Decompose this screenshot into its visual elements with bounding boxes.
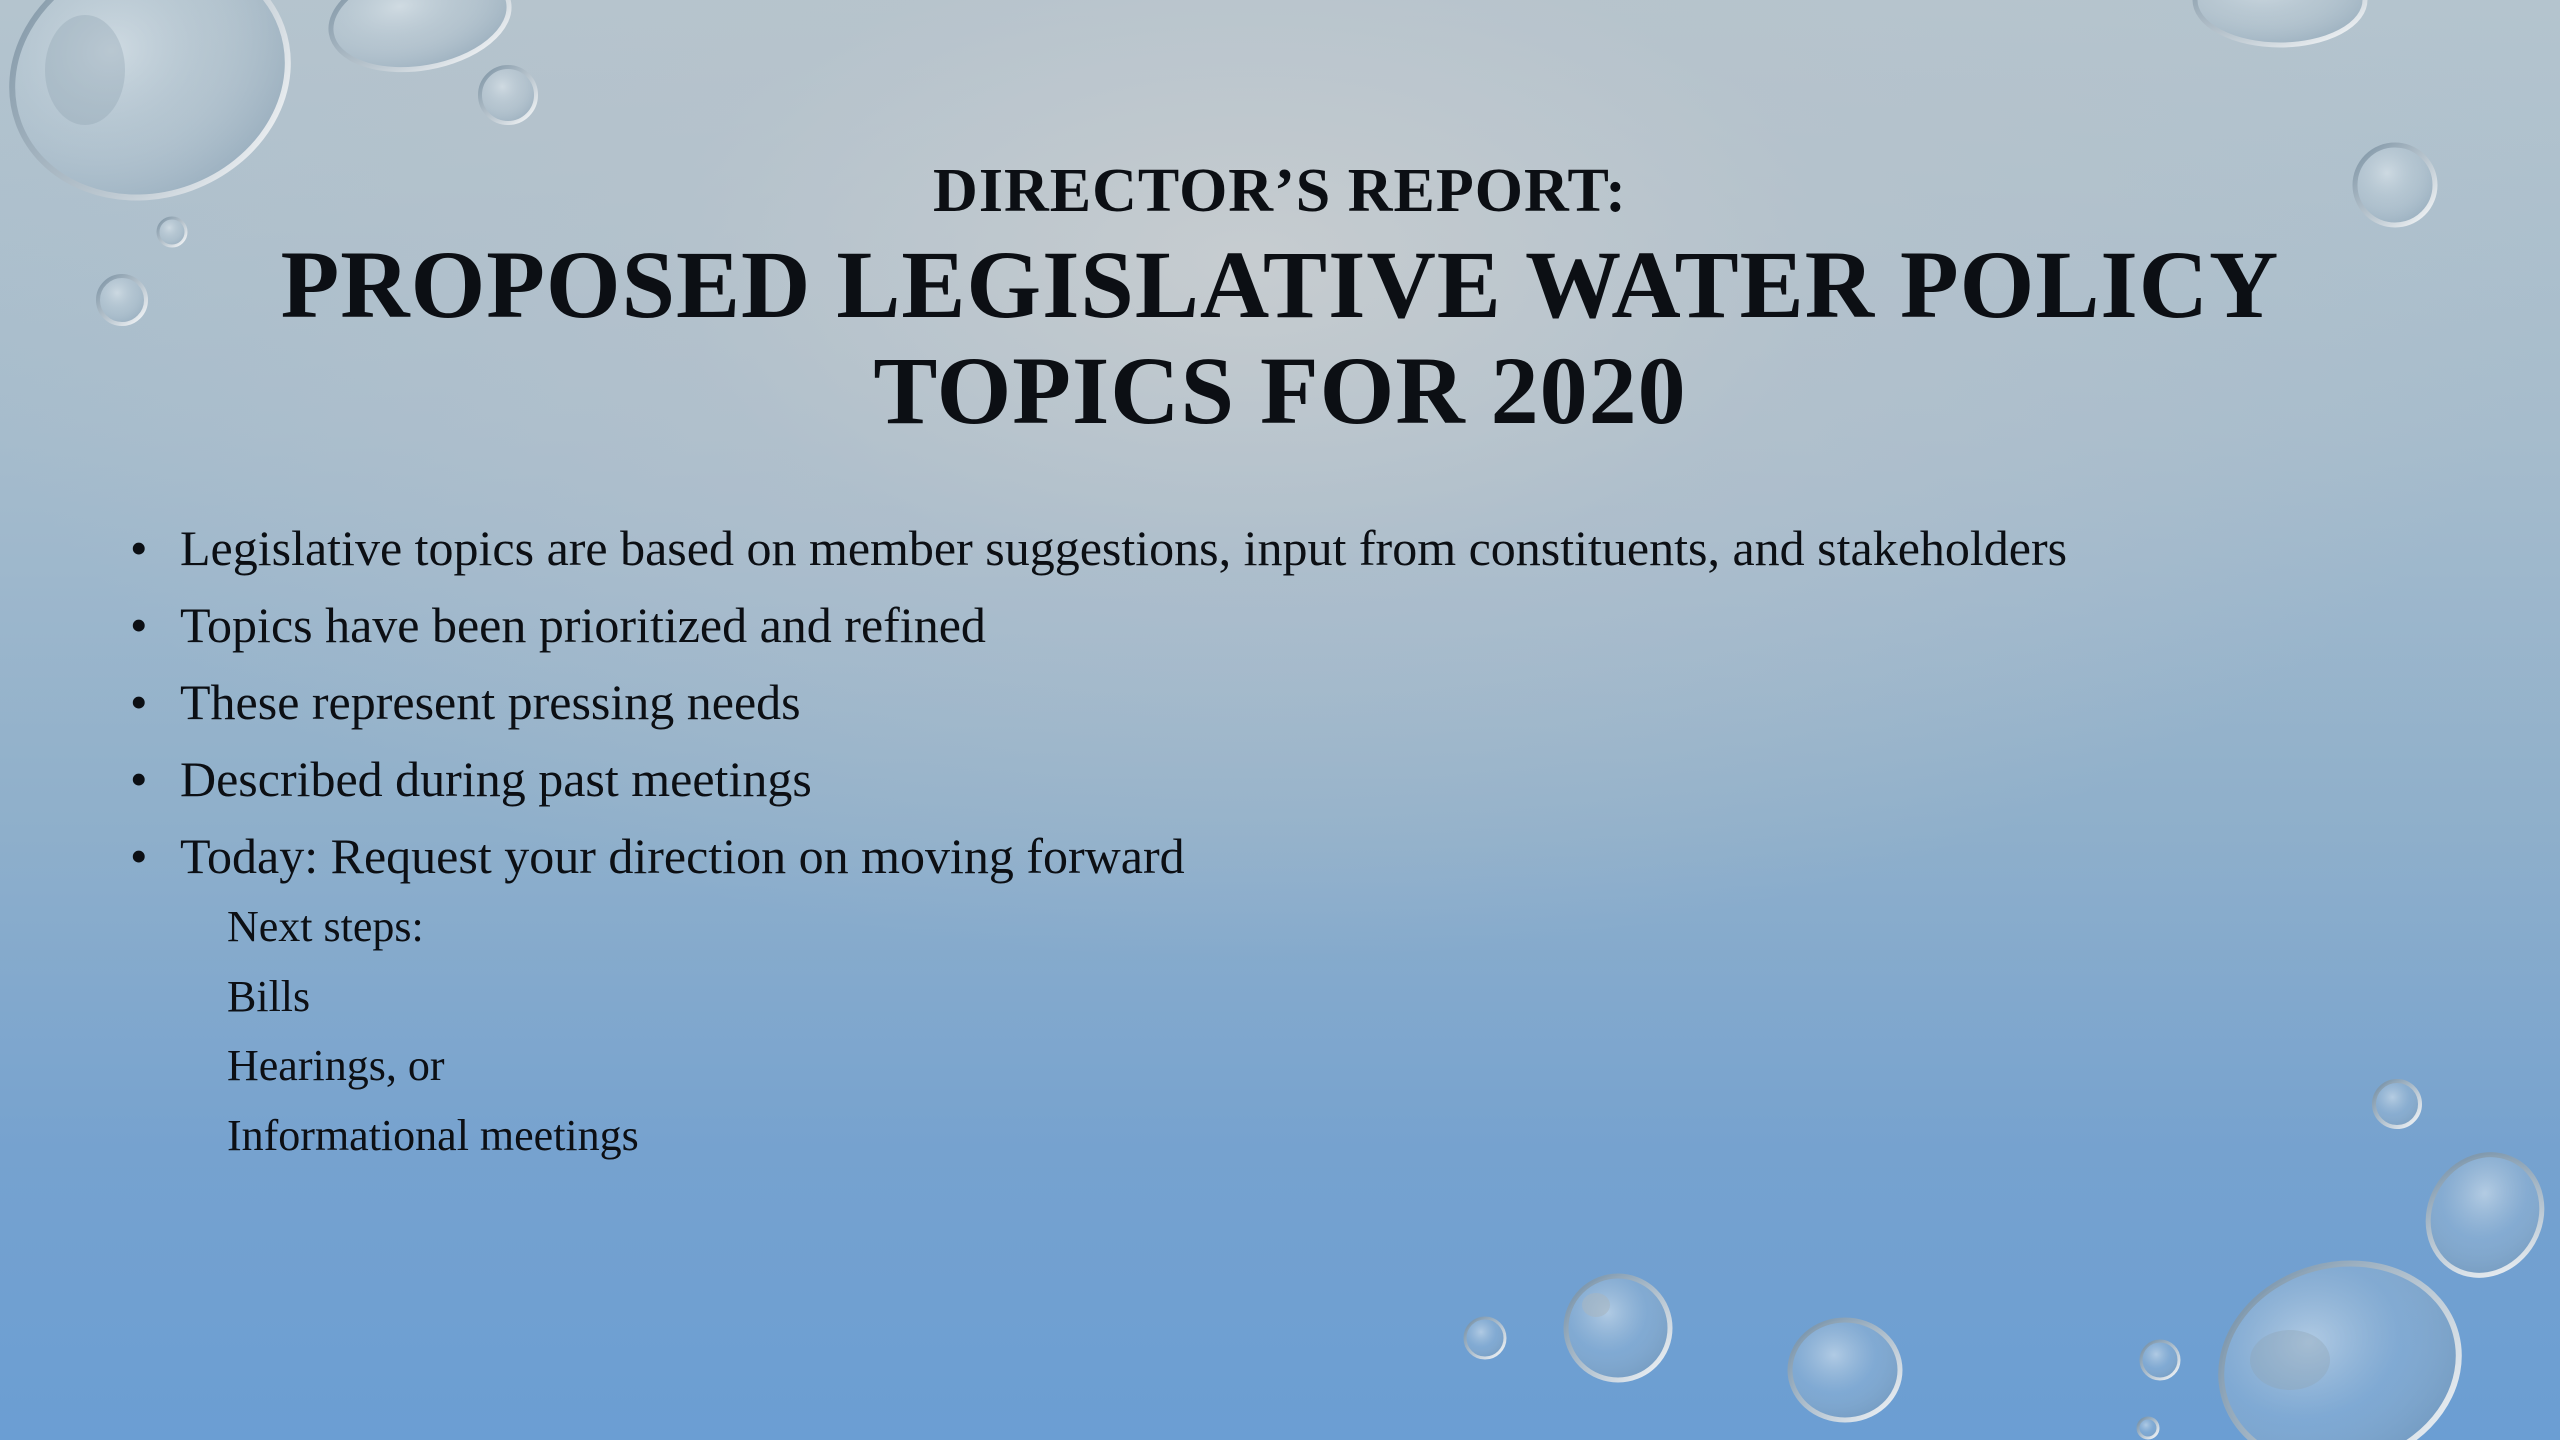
bullet-list (130, 510, 2067, 895)
bullet-text: Legislative topics are based on member suggestions, input from constituents, and stakeholders (180, 520, 2068, 576)
bullet-icon: • (130, 828, 148, 884)
next-step-item: Informational meetings (227, 1110, 639, 1160)
next-steps-heading: Next steps: (227, 902, 424, 951)
water-drop (323, 0, 518, 83)
water-drop (2198, 1237, 2482, 1440)
bullet-icon: • (130, 751, 148, 807)
slide-title-line-2: TOPICS FOR 2020 (873, 337, 1687, 444)
slide-title-line-1: PROPOSED LEGISLATIVE WATER POLICY (280, 231, 2280, 338)
bullet-text: Today: Request your direction on moving forward (180, 828, 1185, 884)
slide-title-kicker: DIRECTOR’S REPORT: (933, 157, 1627, 225)
next-steps-list (227, 892, 639, 1170)
water-drop (2374, 1081, 2420, 1127)
bullet-icon: • (130, 674, 148, 730)
water-drop (480, 67, 536, 123)
list-item (130, 664, 2067, 741)
bullet-icon: • (130, 597, 148, 653)
water-drop (1790, 1320, 1900, 1420)
water-drop (2195, 0, 2365, 45)
list-item (130, 818, 2067, 895)
slide-title (0, 150, 2560, 444)
water-drop (1566, 1276, 1670, 1380)
list-item (130, 587, 2067, 664)
water-drop (2138, 1418, 2158, 1438)
water-drop (2141, 1341, 2179, 1379)
water-drop (1465, 1318, 1505, 1358)
list-item (130, 741, 2067, 818)
bullet-text: These represent pressing needs (180, 674, 801, 730)
next-step-item: Hearings, or (227, 1041, 445, 1090)
next-step-item: Bills (227, 971, 311, 1021)
list-item (130, 510, 2067, 587)
bullet-text: Described during past meetings (180, 751, 812, 807)
water-drop (2406, 1134, 2560, 1296)
bullet-icon: • (130, 520, 148, 576)
bullet-text: Topics have been prioritized and refined (180, 597, 986, 653)
